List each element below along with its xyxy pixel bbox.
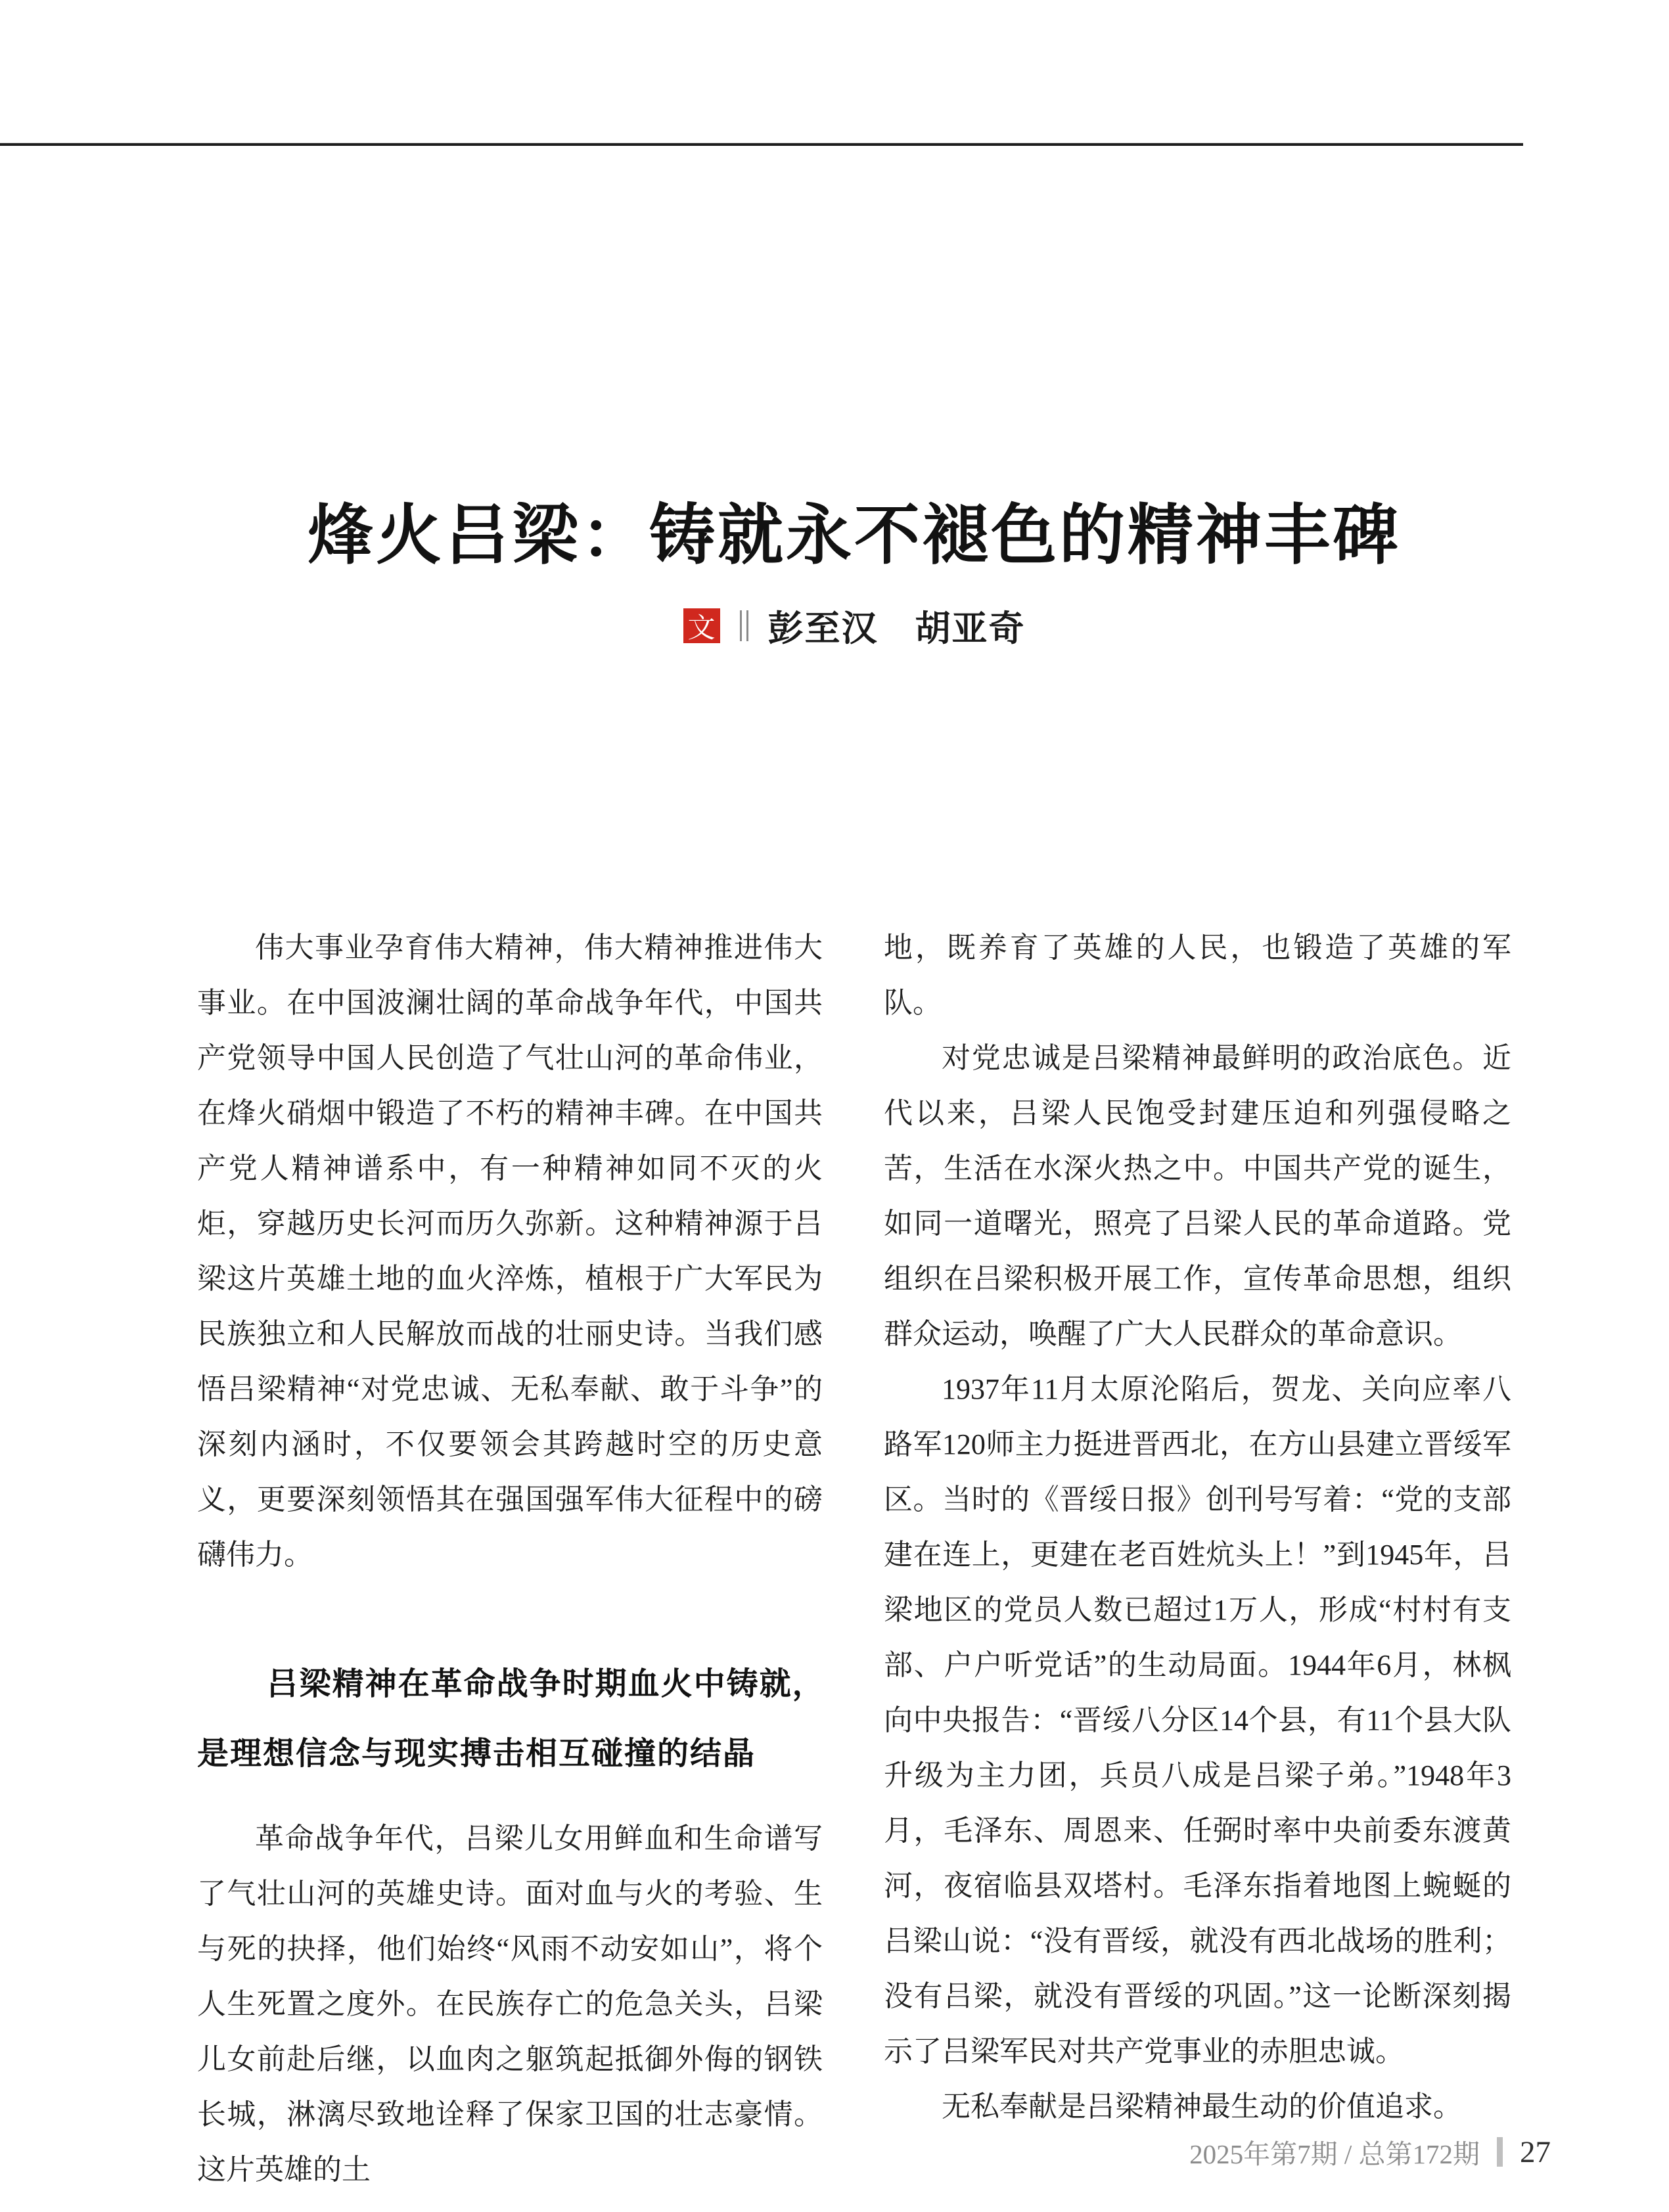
text-column-left [197,920,823,2198]
section-heading-line2: 是理想信念与现实搏击相互碰撞的结晶 [197,1736,756,1771]
footer-page-number: 27 [1520,2134,1551,2169]
paragraph-loyalty: 对党忠诚是吕梁精神最鲜明的政治底色。近代以来，吕梁人民饱受封建压迫和列强侵略之苦，生活在水深火热之中。中国共产党的诞生，如同一道曙光，照亮了吕梁人民的革命道路。党组织在吕梁积极开展工作，宣传革命思想，组织群众运动，唤醒了广大人民群众的革命意识。 [884,1042,1511,1350]
byline-separator-bars [740,610,748,641]
text-column-right [884,920,1511,2134]
footer-issue-info: 2025年第7期 / 总第172期 [1189,2139,1480,2169]
header-rule-line [0,143,1523,146]
footer-divider-bar [1497,2137,1503,2167]
paragraph-dedication: 无私奉献是吕梁精神最生动的价值追求。 [942,2090,1462,2123]
section-heading [197,1650,823,1789]
article-title: 烽火吕梁：铸就永不褪色的精神丰碑 [308,499,1401,572]
page-footer [1189,2133,1551,2171]
byline [197,600,1511,651]
paragraph-history-1937: 1937年11月太原沦陷后，贺龙、关向应率八路军120师主力挺进晋西北，在方山县建立晋绥军区。当时的《晋绥日报》创刊号写着：“党的支部建在连上，更建在老百姓炕头上！”到1945年，吕梁地区的党员人数已超过1万人，形成“村村有支部、户户听党话”的生动局面。1944年6月，林枫向中央报告：“晋绥八分区14个县，有11个县大队升级为主力团，兵员八成是吕梁子弟。”1948年3月，毛泽东、周恩来、任弼时率中央前委东渡黄河，夜宿临县双塔村。毛泽东指着地图上蜿蜒的吕梁山说：“没有晋绥，就没有西北战场的胜利；没有吕梁，就没有晋绥的巩固。”这一论断深刻揭示了吕梁军民对共产党事业的赤胆忠诚。 [884,1373,1511,2067]
byline-label-badge: 文 [683,608,720,643]
paragraph-intro: 伟大事业孕育伟大精神，伟大精神推进伟大事业。在中国波澜壮阔的革命战争年代，中国共产党领导中国人民创造了气壮山河的革命伟业，在烽火硝烟中锻造了不朽的精神丰碑。在中国共产党人精神谱系中，有一种精神如同不灭的火炬，穿越历史长河而历久弥新。这种精神源于吕梁这片英雄土地的血火淬炼，植根于广大军民为民族独立和人民解放而战的壮丽史诗。当我们感悟吕梁精神“对党忠诚、无私奉献、敢于斗争”的深刻内涵时，不仅要领会其跨越时空的历史意义，更要深刻领悟其在强国强军伟大征程中的磅礴伟力。 [197,932,823,1571]
paragraph-war-era: 革命战争年代，吕梁儿女用鲜血和生命谱写了气壮山河的英雄史诗。面对血与火的考验、生与死的抉择，他们始终“风雨不动安如山”，将个人生死置之度外。在民族存亡的危急关头，吕梁儿女前赴后继，以血肉之躯筑起抵御外侮的钢铁长城，淋漓尽致地诠释了保家卫国的壮志豪情。这片英雄的土 [197,1822,823,2186]
paragraph-war-era-continued: 地，既养育了英雄的人民，也锻造了英雄的军队。 [884,932,1511,1019]
byline-authors: 彭至汉 胡亚奇 [767,609,1026,648]
section-heading-line1: 吕梁精神在革命战争时期血火中铸就， [266,1667,825,1702]
